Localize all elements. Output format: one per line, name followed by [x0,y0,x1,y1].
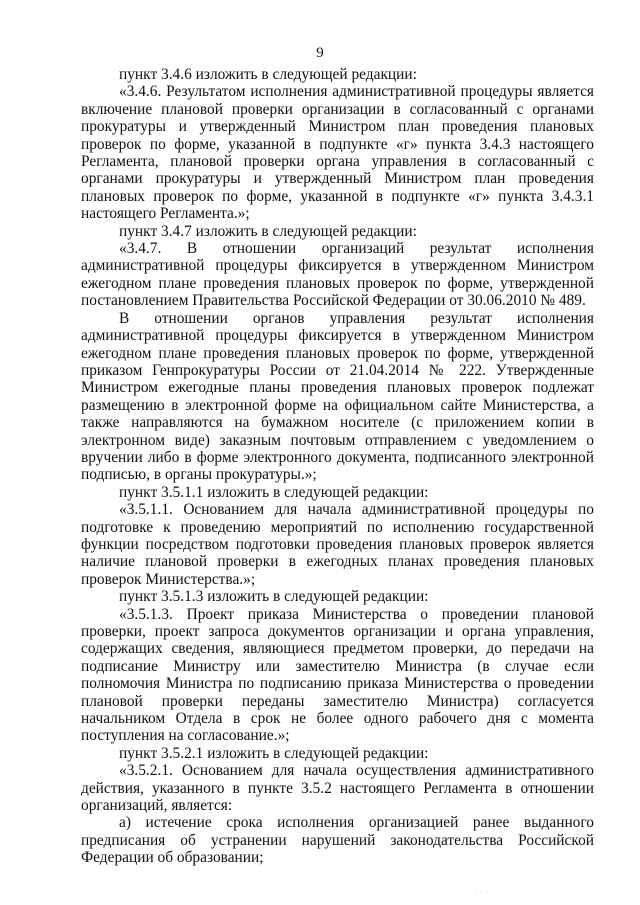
paragraph-text-3-4-6: «3.4.6. Результатом исполнения административной процедуры является включение плановой проверки организации в согласованный с органами прокуратуры и утвержденный Министром план проведения плановых проверок по форме, указанной в подпункте «г» пункта 3.4.3 настоящего Регламента, плановой проверки органа управления в согласованный с органами прокуратуры и утвержденный Министром план проведения плановых проверок по форме, указанной в подпункте «г» пункта 3.4.3.1 настоящего Регламента.»; [81,83,594,223]
document-body [81,66,594,867]
paragraph-amend-3-5-1-3: пункт 3.5.1.3 изложить в следующей редакции: [119,588,429,606]
page-number: 9 [316,45,324,61]
paragraph-amend-3-4-7: пункт 3.4.7 изложить в следующей редакции: [119,222,417,240]
paragraph-subitem-a: а) истечение срока исполнения организацией ранее выданного предписания об устранении нарушений законодательства Российской Федерации об образовании; [81,814,594,867]
scan-artifact-mark: · · · · [468,889,490,897]
paragraph-amend-3-4-6: пункт 3.4.6 изложить в следующей редакции: [119,66,417,83]
paragraph-text-3-5-1-3: «3.5.1.3. Проект приказа Министерства о проведении плановой проверки, проект запроса документов организации и органа управления, содержащих сведения, являющиеся предметом проверки, до передачи на подписание Министру или заместителю Министра (в случае если полномочия Министра по подписанию приказа Министерства о проведении плановой проверки переданы заместителю Министра) согласуется начальником Отдела в срок не более одного рабочего дня с момента поступления на согласование.»; [81,605,594,745]
paragraph-amend-3-5-1-1: пункт 3.5.1.1 изложить в следующей редакции: [119,483,429,501]
paragraph-text-3-5-1-1: «3.5.1.1. Основанием для начала административной процедуры по подготовке к проведению мероприятий по исполнению государственной функции посредством подготовки проведения плановых проверок является наличие плановой проверки в ежегодных планах проведения плановых проверок Министерства.»; [81,501,594,588]
paragraph-text-3-4-7-authorities: В отношении органов управления результат исполнения административной процедуры фиксируется в утвержденном Министром ежегодном плане проведения плановых проверок по форме, утвержденной приказом Генпрокуратуры России от 21.04.2014 № 222. Утвержденные Министром ежегодные планы проведения плановых проверок подлежат размещению в электронной форме на официальном сайте Министерства, а также направляются на бумажном носителе (с приложением копии в электронном виде) заказным почтовым отправлением с уведомлением о вручении либо в форме электронного документа, подписанного электронной подписью, в органы прокуратуры.»; [81,309,594,484]
paragraph-text-3-5-2-1: «3.5.2.1. Основанием для начала осуществления административного действия, указанного в пункте 3.5.2 настоящего Регламента в отношении организаций, является: [81,762,594,815]
paragraph-amend-3-5-2-1: пункт 3.5.2.1 изложить в следующей редакции: [119,744,429,762]
paragraph-text-3-4-7-organizations: «3.4.7. В отношении организаций результат исполнения административной процедуры фиксируется в утвержденном Министром ежегодном плане проведения плановых проверок по форме, утвержденной постановлением Правительства Российской Федерации от 30.06.2010 № 489. [81,240,594,310]
